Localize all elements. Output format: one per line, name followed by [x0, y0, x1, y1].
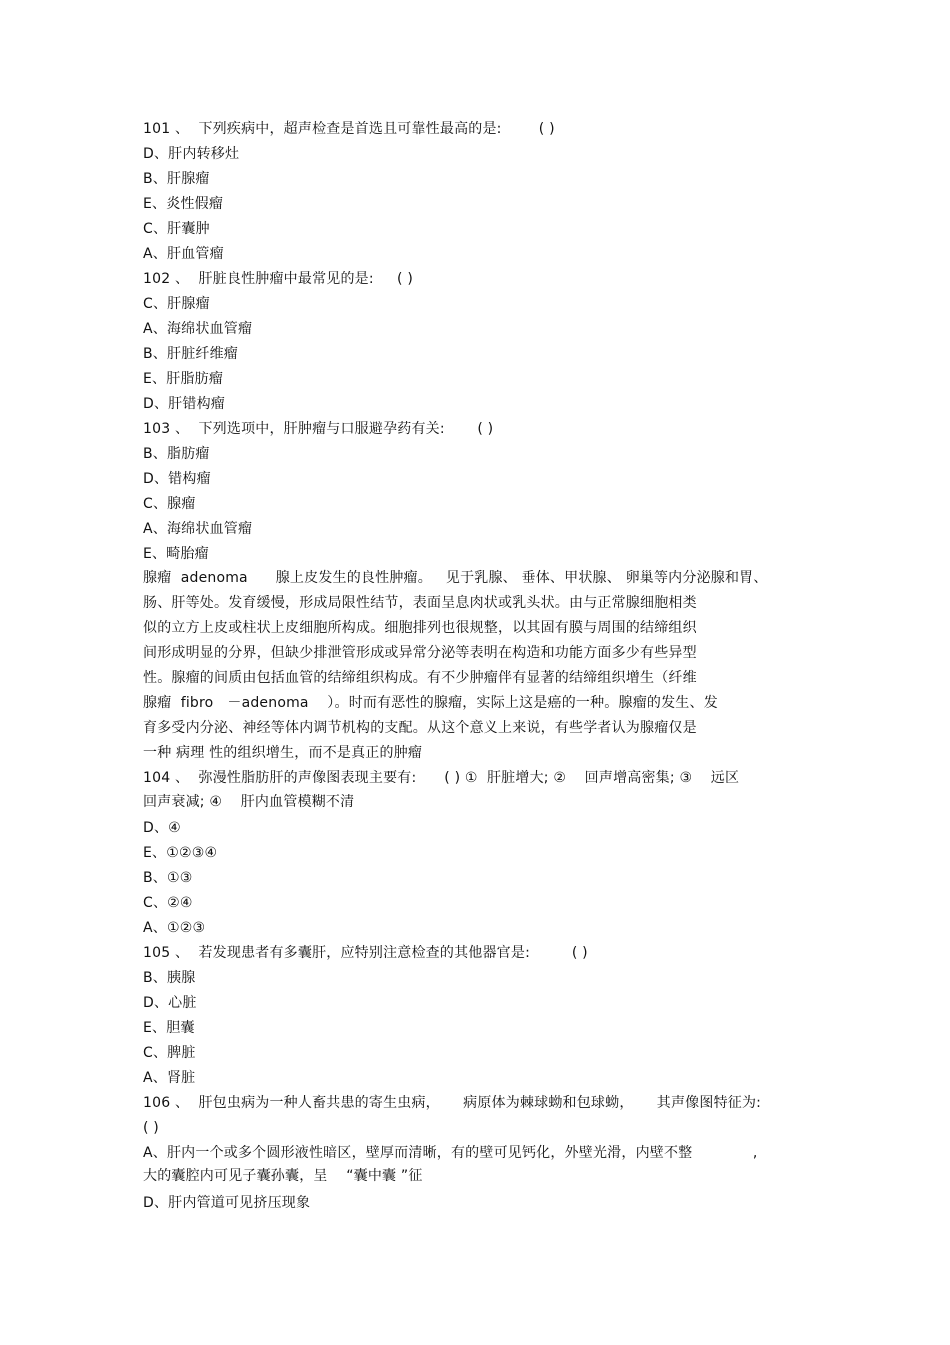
- adenoma-paragraph-line: 性。腺瘤的间质由包括血管的结缔组织构成。有不少肿瘤伴有显著的结缔组织增生（纤维: [143, 670, 697, 686]
- option-line: C、肝囊肿: [143, 221, 210, 237]
- option-line: A、肝血管瘤: [143, 246, 224, 262]
- option-line: D、肝错构瘤: [143, 396, 225, 412]
- option-line: E、胆囊: [143, 1020, 195, 1036]
- option-line: D、心脏: [143, 995, 197, 1011]
- adenoma-paragraph-line: 育多受内分泌、神经等体内调节机构的支配。从这个意义上来说，有些学者认为腺瘤仅是: [143, 720, 697, 736]
- option-line: B、胰腺: [143, 970, 196, 986]
- adenoma-paragraph-line: 肠、肝等处。发育缓慢，形成局限性结节，表面呈息肉状或乳头状。由与正常腺细胞相类: [143, 595, 697, 611]
- adenoma-paragraph-line: 间形成明显的分界，但缺少排泄管形成或异常分泌等表明在构造和功能方面多少有些异型: [143, 645, 697, 661]
- option-line: B、肝脏纤维瘤: [143, 346, 239, 362]
- option-line: A、海绵状血管瘤: [143, 321, 253, 337]
- question-105-stem: 105 、 若发现患者有多囊肝，应特别注意检查的其他器官是: ( ): [143, 945, 588, 961]
- question-106-stem-cont: ( ): [143, 1120, 159, 1136]
- question-102-stem: 102 、 肝脏良性肿瘤中最常见的是: ( ): [143, 271, 414, 287]
- option-line: D、肝内管道可见挤压现象: [143, 1195, 311, 1211]
- option-line: E、①②③④: [143, 845, 218, 861]
- option-line: E、炎性假瘤: [143, 196, 224, 212]
- option-line: D、④: [143, 820, 181, 836]
- question-101-stem: 101 、 下列疾病中，超声检查是首选且可靠性最高的是: ( ): [143, 121, 555, 137]
- option-line: D、肝内转移灶: [143, 146, 240, 162]
- option-line: A、①②③: [143, 920, 206, 936]
- option-line: C、腺瘤: [143, 496, 196, 512]
- option-line: A、肾脏: [143, 1070, 196, 1086]
- option-line-cont: 大的囊腔内可见子囊孙囊，呈 “囊中囊 ”征: [143, 1168, 423, 1184]
- option-line: C、②④: [143, 895, 193, 911]
- adenoma-paragraph-line: 腺瘤 adenoma 腺上皮发生的良性肿瘤。 见于乳腺、 垂体、甲状腺、 卵巢等内分泌腺和胃、: [143, 570, 768, 586]
- option-line: D、错构瘤: [143, 471, 211, 487]
- option-line: B、①③: [143, 870, 193, 886]
- question-104-stem-cont: 回声衰减; ④ 肝内血管模糊不清: [143, 794, 355, 810]
- option-line: B、脂肪瘤: [143, 446, 210, 462]
- adenoma-paragraph-line: 似的立方上皮或柱状上皮细胞所构成。细胞排列也很规整，以其固有膜与周围的结缔组织: [143, 620, 697, 636]
- option-line: B、肝腺瘤: [143, 171, 210, 187]
- question-104-stem: 104 、 弥漫性脂肪肝的声像图表现主要有: ( ) ① 肝脏增大; ② 回声增高密集; ③ 远区: [143, 770, 740, 786]
- option-line: E、肝脂肪瘤: [143, 371, 224, 387]
- adenoma-paragraph-line: 腺瘤 fibro －adenoma ）。时而有恶性的腺瘤，实际上这是癌的一种。腺瘤的发生、发: [143, 695, 718, 711]
- question-106-stem: 106 、 肝包虫病为一种人畜共患的寄生虫病， 病原体为棘球蚴和包球蚴， 其声像图特征为:: [143, 1095, 762, 1111]
- adenoma-paragraph-line: 一种 病理 性的组织增生，而不是真正的肿瘤: [143, 745, 423, 761]
- option-line: E、畸胎瘤: [143, 546, 209, 562]
- option-line: A、肝内一个或多个圆形液性暗区，壁厚而清晰，有的壁可见钙化，外壁光滑，内壁不整 ,: [143, 1145, 758, 1161]
- option-line: C、肝腺瘤: [143, 296, 210, 312]
- question-103-stem: 103 、 下列选项中，肝肿瘤与口服避孕药有关: ( ): [143, 421, 494, 437]
- option-line: C、脾脏: [143, 1045, 196, 1061]
- option-line: A、海绵状血管瘤: [143, 521, 253, 537]
